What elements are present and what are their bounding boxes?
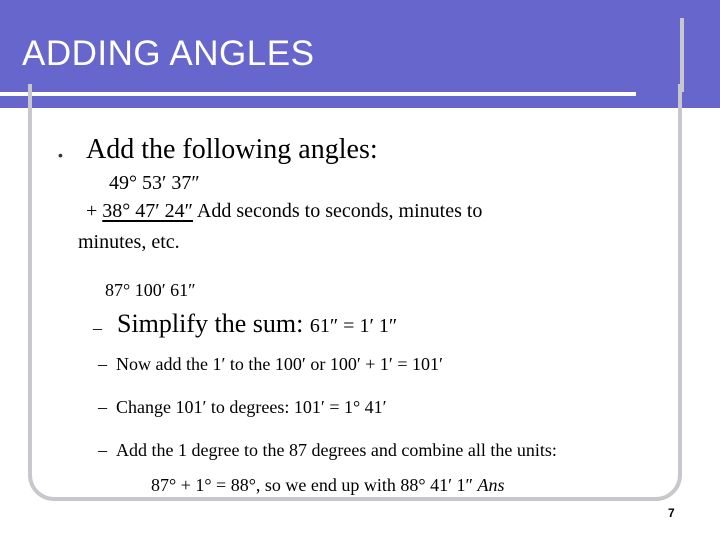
simplify-label: Simplify the sum:: [117, 309, 310, 338]
dash-marker: –: [93, 318, 102, 338]
angle-2: 38° 47′ 24″: [102, 200, 193, 222]
step-line: [98, 354, 443, 375]
step-line: [98, 440, 557, 461]
simplify-line: [117, 309, 397, 339]
step-text: Add the 1 degree to the 87 degrees and combine all the units:: [116, 440, 557, 460]
dash-marker: –: [98, 440, 107, 460]
plus-sign: +: [86, 200, 103, 222]
slide-title: ADDING ANGLES: [22, 34, 315, 73]
angle-2-line: [86, 200, 482, 223]
angle-1: 49° 53′ 37″: [109, 172, 200, 194]
instruction-continuation: minutes, etc.: [78, 231, 180, 253]
sum-angle: 87° 100′ 61″: [105, 280, 196, 300]
result-line: [151, 475, 505, 496]
dash-marker: –: [98, 354, 107, 374]
heading-text: Add the following angles:: [86, 134, 378, 165]
step-line: [98, 397, 387, 418]
answer-label: Ans: [477, 475, 505, 495]
bullet-icon: •: [58, 147, 63, 163]
instruction-text: Add seconds to seconds, minutes to: [192, 200, 483, 222]
result-text: 87° + 1° = 88°, so we end up with 88° 41′ 1″: [151, 475, 478, 495]
dash-marker: –: [98, 397, 107, 417]
simplify-value: 61″ = 1′ 1″: [309, 315, 398, 337]
frame-top-accent: [680, 18, 684, 92]
step-text: Now add the 1′ to the 100′ or 100′ + 1′ = 101′: [116, 354, 443, 374]
step-text: Change 101′ to degrees: 101′ = 1° 41′: [116, 397, 387, 417]
page-number: 7: [668, 506, 675, 520]
